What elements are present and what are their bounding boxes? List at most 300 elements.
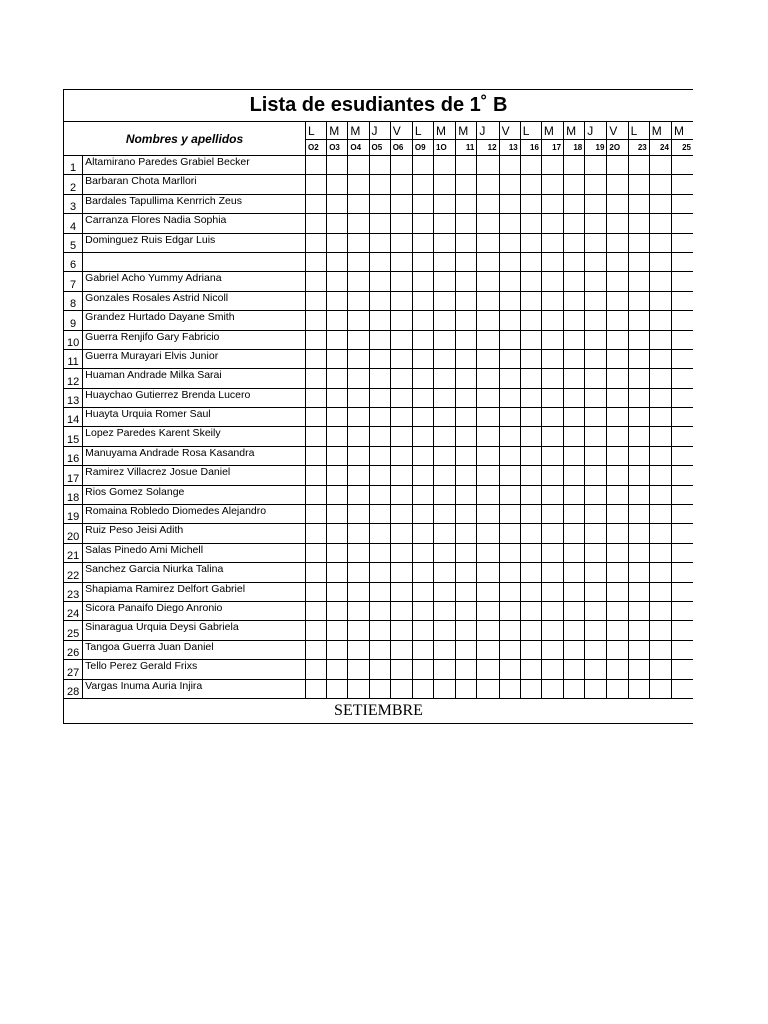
attendance-cell[interactable]: [412, 272, 433, 291]
attendance-cell[interactable]: [607, 194, 628, 213]
attendance-cell[interactable]: [390, 524, 412, 543]
attendance-cell[interactable]: [564, 369, 585, 388]
attendance-cell[interactable]: [434, 408, 456, 427]
attendance-cell[interactable]: [477, 679, 499, 698]
attendance-cell[interactable]: [564, 485, 585, 504]
attendance-cell[interactable]: [585, 388, 607, 407]
attendance-cell[interactable]: [327, 563, 348, 582]
attendance-cell[interactable]: [585, 369, 607, 388]
attendance-cell[interactable]: [671, 679, 693, 698]
attendance-cell[interactable]: [456, 543, 477, 562]
attendance-cell[interactable]: [541, 252, 563, 271]
attendance-cell[interactable]: [369, 369, 390, 388]
attendance-cell[interactable]: [671, 621, 693, 640]
attendance-cell[interactable]: [520, 640, 541, 659]
attendance-cell[interactable]: [306, 427, 327, 446]
attendance-cell[interactable]: [390, 427, 412, 446]
attendance-cell[interactable]: [412, 369, 433, 388]
attendance-cell[interactable]: [348, 175, 369, 194]
attendance-cell[interactable]: [456, 621, 477, 640]
attendance-cell[interactable]: [390, 466, 412, 485]
attendance-cell[interactable]: [306, 524, 327, 543]
attendance-cell[interactable]: [585, 427, 607, 446]
attendance-cell[interactable]: [348, 369, 369, 388]
attendance-cell[interactable]: [434, 291, 456, 310]
attendance-cell[interactable]: [456, 582, 477, 601]
attendance-cell[interactable]: [306, 272, 327, 291]
attendance-cell[interactable]: [607, 369, 628, 388]
attendance-cell[interactable]: [649, 427, 671, 446]
attendance-cell[interactable]: [649, 408, 671, 427]
attendance-cell[interactable]: [541, 640, 563, 659]
attendance-cell[interactable]: [477, 446, 499, 465]
attendance-cell[interactable]: [607, 330, 628, 349]
attendance-cell[interactable]: [649, 563, 671, 582]
attendance-cell[interactable]: [541, 349, 563, 368]
attendance-cell[interactable]: [412, 233, 433, 252]
attendance-cell[interactable]: [348, 640, 369, 659]
attendance-cell[interactable]: [671, 524, 693, 543]
attendance-cell[interactable]: [348, 408, 369, 427]
attendance-cell[interactable]: [520, 408, 541, 427]
attendance-cell[interactable]: [390, 175, 412, 194]
attendance-cell[interactable]: [520, 272, 541, 291]
attendance-cell[interactable]: [628, 601, 649, 620]
attendance-cell[interactable]: [306, 485, 327, 504]
attendance-cell[interactable]: [369, 252, 390, 271]
attendance-cell[interactable]: [477, 563, 499, 582]
attendance-cell[interactable]: [434, 214, 456, 233]
attendance-cell[interactable]: [564, 543, 585, 562]
attendance-cell[interactable]: [671, 194, 693, 213]
attendance-cell[interactable]: [585, 194, 607, 213]
attendance-cell[interactable]: [306, 194, 327, 213]
attendance-cell[interactable]: [434, 175, 456, 194]
attendance-cell[interactable]: [327, 194, 348, 213]
attendance-cell[interactable]: [564, 214, 585, 233]
attendance-cell[interactable]: [671, 660, 693, 679]
attendance-cell[interactable]: [306, 621, 327, 640]
attendance-cell[interactable]: [649, 640, 671, 659]
attendance-cell[interactable]: [369, 660, 390, 679]
attendance-cell[interactable]: [390, 156, 412, 175]
attendance-cell[interactable]: [477, 408, 499, 427]
attendance-cell[interactable]: [390, 601, 412, 620]
attendance-cell[interactable]: [585, 252, 607, 271]
attendance-cell[interactable]: [607, 466, 628, 485]
attendance-cell[interactable]: [541, 311, 563, 330]
attendance-cell[interactable]: [585, 272, 607, 291]
attendance-cell[interactable]: [499, 466, 520, 485]
attendance-cell[interactable]: [499, 505, 520, 524]
attendance-cell[interactable]: [306, 214, 327, 233]
attendance-cell[interactable]: [649, 175, 671, 194]
attendance-cell[interactable]: [306, 466, 327, 485]
attendance-cell[interactable]: [390, 660, 412, 679]
attendance-cell[interactable]: [456, 660, 477, 679]
attendance-cell[interactable]: [456, 214, 477, 233]
attendance-cell[interactable]: [499, 291, 520, 310]
attendance-cell[interactable]: [327, 505, 348, 524]
attendance-cell[interactable]: [412, 408, 433, 427]
attendance-cell[interactable]: [434, 679, 456, 698]
attendance-cell[interactable]: [564, 505, 585, 524]
attendance-cell[interactable]: [390, 369, 412, 388]
attendance-cell[interactable]: [585, 640, 607, 659]
attendance-cell[interactable]: [348, 485, 369, 504]
attendance-cell[interactable]: [541, 466, 563, 485]
attendance-cell[interactable]: [520, 388, 541, 407]
attendance-cell[interactable]: [327, 621, 348, 640]
attendance-cell[interactable]: [434, 330, 456, 349]
attendance-cell[interactable]: [585, 679, 607, 698]
attendance-cell[interactable]: [456, 446, 477, 465]
attendance-cell[interactable]: [585, 311, 607, 330]
attendance-cell[interactable]: [348, 330, 369, 349]
attendance-cell[interactable]: [390, 291, 412, 310]
attendance-cell[interactable]: [671, 427, 693, 446]
attendance-cell[interactable]: [607, 446, 628, 465]
attendance-cell[interactable]: [348, 233, 369, 252]
attendance-cell[interactable]: [327, 582, 348, 601]
attendance-cell[interactable]: [369, 408, 390, 427]
attendance-cell[interactable]: [477, 388, 499, 407]
attendance-cell[interactable]: [306, 563, 327, 582]
attendance-cell[interactable]: [564, 563, 585, 582]
attendance-cell[interactable]: [327, 233, 348, 252]
attendance-cell[interactable]: [607, 427, 628, 446]
attendance-cell[interactable]: [541, 408, 563, 427]
attendance-cell[interactable]: [607, 252, 628, 271]
attendance-cell[interactable]: [520, 660, 541, 679]
attendance-cell[interactable]: [434, 582, 456, 601]
attendance-cell[interactable]: [520, 485, 541, 504]
attendance-cell[interactable]: [671, 563, 693, 582]
attendance-cell[interactable]: [541, 524, 563, 543]
attendance-cell[interactable]: [456, 388, 477, 407]
attendance-cell[interactable]: [456, 330, 477, 349]
attendance-cell[interactable]: [649, 582, 671, 601]
attendance-cell[interactable]: [390, 233, 412, 252]
attendance-cell[interactable]: [628, 640, 649, 659]
attendance-cell[interactable]: [369, 214, 390, 233]
attendance-cell[interactable]: [607, 563, 628, 582]
attendance-cell[interactable]: [306, 330, 327, 349]
attendance-cell[interactable]: [456, 485, 477, 504]
attendance-cell[interactable]: [499, 214, 520, 233]
attendance-cell[interactable]: [499, 660, 520, 679]
attendance-cell[interactable]: [477, 582, 499, 601]
attendance-cell[interactable]: [499, 311, 520, 330]
attendance-cell[interactable]: [306, 175, 327, 194]
attendance-cell[interactable]: [499, 330, 520, 349]
attendance-cell[interactable]: [671, 214, 693, 233]
attendance-cell[interactable]: [499, 349, 520, 368]
attendance-cell[interactable]: [649, 194, 671, 213]
attendance-cell[interactable]: [649, 660, 671, 679]
attendance-cell[interactable]: [306, 369, 327, 388]
attendance-cell[interactable]: [412, 291, 433, 310]
attendance-cell[interactable]: [628, 679, 649, 698]
attendance-cell[interactable]: [306, 252, 327, 271]
attendance-cell[interactable]: [477, 640, 499, 659]
attendance-cell[interactable]: [671, 291, 693, 310]
attendance-cell[interactable]: [541, 156, 563, 175]
attendance-cell[interactable]: [499, 175, 520, 194]
attendance-cell[interactable]: [499, 252, 520, 271]
attendance-cell[interactable]: [499, 524, 520, 543]
attendance-cell[interactable]: [585, 233, 607, 252]
attendance-cell[interactable]: [477, 330, 499, 349]
attendance-cell[interactable]: [520, 446, 541, 465]
attendance-cell[interactable]: [671, 543, 693, 562]
attendance-cell[interactable]: [369, 601, 390, 620]
attendance-cell[interactable]: [628, 156, 649, 175]
attendance-cell[interactable]: [541, 427, 563, 446]
attendance-cell[interactable]: [628, 252, 649, 271]
attendance-cell[interactable]: [348, 311, 369, 330]
attendance-cell[interactable]: [390, 679, 412, 698]
attendance-cell[interactable]: [628, 485, 649, 504]
attendance-cell[interactable]: [649, 214, 671, 233]
attendance-cell[interactable]: [520, 679, 541, 698]
attendance-cell[interactable]: [628, 427, 649, 446]
attendance-cell[interactable]: [369, 175, 390, 194]
attendance-cell[interactable]: [327, 311, 348, 330]
attendance-cell[interactable]: [564, 194, 585, 213]
attendance-cell[interactable]: [327, 446, 348, 465]
attendance-cell[interactable]: [607, 233, 628, 252]
attendance-cell[interactable]: [564, 446, 585, 465]
attendance-cell[interactable]: [434, 349, 456, 368]
attendance-cell[interactable]: [306, 601, 327, 620]
attendance-cell[interactable]: [649, 349, 671, 368]
attendance-cell[interactable]: [607, 505, 628, 524]
attendance-cell[interactable]: [585, 291, 607, 310]
attendance-cell[interactable]: [327, 252, 348, 271]
attendance-cell[interactable]: [412, 330, 433, 349]
attendance-cell[interactable]: [541, 446, 563, 465]
attendance-cell[interactable]: [585, 524, 607, 543]
attendance-cell[interactable]: [477, 524, 499, 543]
attendance-cell[interactable]: [477, 660, 499, 679]
attendance-cell[interactable]: [499, 679, 520, 698]
attendance-cell[interactable]: [499, 485, 520, 504]
attendance-cell[interactable]: [456, 311, 477, 330]
attendance-cell[interactable]: [477, 156, 499, 175]
attendance-cell[interactable]: [348, 214, 369, 233]
attendance-cell[interactable]: [585, 621, 607, 640]
attendance-cell[interactable]: [369, 233, 390, 252]
attendance-cell[interactable]: [520, 194, 541, 213]
attendance-cell[interactable]: [671, 272, 693, 291]
attendance-cell[interactable]: [327, 524, 348, 543]
attendance-cell[interactable]: [434, 427, 456, 446]
attendance-cell[interactable]: [671, 252, 693, 271]
attendance-cell[interactable]: [649, 601, 671, 620]
attendance-cell[interactable]: [499, 640, 520, 659]
attendance-cell[interactable]: [607, 388, 628, 407]
attendance-cell[interactable]: [327, 330, 348, 349]
attendance-cell[interactable]: [412, 175, 433, 194]
attendance-cell[interactable]: [477, 272, 499, 291]
attendance-cell[interactable]: [412, 446, 433, 465]
attendance-cell[interactable]: [390, 311, 412, 330]
attendance-cell[interactable]: [412, 524, 433, 543]
attendance-cell[interactable]: [434, 505, 456, 524]
attendance-cell[interactable]: [520, 466, 541, 485]
attendance-cell[interactable]: [564, 388, 585, 407]
attendance-cell[interactable]: [628, 582, 649, 601]
attendance-cell[interactable]: [628, 563, 649, 582]
attendance-cell[interactable]: [564, 582, 585, 601]
attendance-cell[interactable]: [369, 330, 390, 349]
attendance-cell[interactable]: [390, 505, 412, 524]
attendance-cell[interactable]: [348, 388, 369, 407]
attendance-cell[interactable]: [412, 621, 433, 640]
attendance-cell[interactable]: [412, 563, 433, 582]
attendance-cell[interactable]: [649, 466, 671, 485]
attendance-cell[interactable]: [369, 621, 390, 640]
attendance-cell[interactable]: [369, 194, 390, 213]
attendance-cell[interactable]: [412, 311, 433, 330]
attendance-cell[interactable]: [541, 388, 563, 407]
attendance-cell[interactable]: [671, 601, 693, 620]
attendance-cell[interactable]: [477, 621, 499, 640]
attendance-cell[interactable]: [412, 505, 433, 524]
attendance-cell[interactable]: [327, 291, 348, 310]
attendance-cell[interactable]: [671, 349, 693, 368]
attendance-cell[interactable]: [628, 388, 649, 407]
attendance-cell[interactable]: [434, 446, 456, 465]
attendance-cell[interactable]: [607, 621, 628, 640]
attendance-cell[interactable]: [607, 156, 628, 175]
attendance-cell[interactable]: [671, 330, 693, 349]
attendance-cell[interactable]: [520, 505, 541, 524]
attendance-cell[interactable]: [477, 252, 499, 271]
attendance-cell[interactable]: [671, 505, 693, 524]
attendance-cell[interactable]: [541, 563, 563, 582]
attendance-cell[interactable]: [327, 601, 348, 620]
attendance-cell[interactable]: [369, 156, 390, 175]
attendance-cell[interactable]: [671, 175, 693, 194]
attendance-cell[interactable]: [671, 446, 693, 465]
attendance-cell[interactable]: [541, 175, 563, 194]
attendance-cell[interactable]: [585, 543, 607, 562]
attendance-cell[interactable]: [649, 543, 671, 562]
attendance-cell[interactable]: [477, 601, 499, 620]
attendance-cell[interactable]: [564, 349, 585, 368]
attendance-cell[interactable]: [564, 156, 585, 175]
attendance-cell[interactable]: [456, 194, 477, 213]
attendance-cell[interactable]: [306, 660, 327, 679]
attendance-cell[interactable]: [390, 194, 412, 213]
attendance-cell[interactable]: [390, 252, 412, 271]
attendance-cell[interactable]: [434, 660, 456, 679]
attendance-cell[interactable]: [327, 466, 348, 485]
attendance-cell[interactable]: [628, 291, 649, 310]
attendance-cell[interactable]: [390, 640, 412, 659]
attendance-cell[interactable]: [564, 291, 585, 310]
attendance-cell[interactable]: [541, 660, 563, 679]
attendance-cell[interactable]: [520, 563, 541, 582]
attendance-cell[interactable]: [369, 446, 390, 465]
attendance-cell[interactable]: [306, 408, 327, 427]
attendance-cell[interactable]: [456, 156, 477, 175]
attendance-cell[interactable]: [306, 505, 327, 524]
attendance-cell[interactable]: [477, 369, 499, 388]
attendance-cell[interactable]: [369, 543, 390, 562]
attendance-cell[interactable]: [434, 485, 456, 504]
attendance-cell[interactable]: [369, 679, 390, 698]
attendance-cell[interactable]: [649, 233, 671, 252]
attendance-cell[interactable]: [628, 466, 649, 485]
attendance-cell[interactable]: [327, 388, 348, 407]
attendance-cell[interactable]: [306, 543, 327, 562]
attendance-cell[interactable]: [520, 349, 541, 368]
attendance-cell[interactable]: [520, 311, 541, 330]
attendance-cell[interactable]: [477, 175, 499, 194]
attendance-cell[interactable]: [499, 408, 520, 427]
attendance-cell[interactable]: [456, 679, 477, 698]
attendance-cell[interactable]: [499, 388, 520, 407]
attendance-cell[interactable]: [477, 349, 499, 368]
attendance-cell[interactable]: [348, 194, 369, 213]
attendance-cell[interactable]: [628, 369, 649, 388]
attendance-cell[interactable]: [434, 369, 456, 388]
attendance-cell[interactable]: [412, 640, 433, 659]
attendance-cell[interactable]: [456, 466, 477, 485]
attendance-cell[interactable]: [477, 485, 499, 504]
attendance-cell[interactable]: [585, 156, 607, 175]
attendance-cell[interactable]: [348, 427, 369, 446]
attendance-cell[interactable]: [607, 582, 628, 601]
attendance-cell[interactable]: [607, 640, 628, 659]
attendance-cell[interactable]: [412, 214, 433, 233]
attendance-cell[interactable]: [390, 543, 412, 562]
attendance-cell[interactable]: [306, 679, 327, 698]
attendance-cell[interactable]: [628, 311, 649, 330]
attendance-cell[interactable]: [520, 601, 541, 620]
attendance-cell[interactable]: [412, 679, 433, 698]
attendance-cell[interactable]: [477, 466, 499, 485]
attendance-cell[interactable]: [520, 233, 541, 252]
attendance-cell[interactable]: [649, 272, 671, 291]
attendance-cell[interactable]: [477, 214, 499, 233]
attendance-cell[interactable]: [607, 660, 628, 679]
attendance-cell[interactable]: [306, 233, 327, 252]
attendance-cell[interactable]: [477, 543, 499, 562]
attendance-cell[interactable]: [412, 485, 433, 504]
attendance-cell[interactable]: [306, 446, 327, 465]
attendance-cell[interactable]: [306, 156, 327, 175]
attendance-cell[interactable]: [564, 233, 585, 252]
attendance-cell[interactable]: [412, 349, 433, 368]
attendance-cell[interactable]: [306, 349, 327, 368]
attendance-cell[interactable]: [520, 252, 541, 271]
attendance-cell[interactable]: [456, 524, 477, 543]
attendance-cell[interactable]: [477, 233, 499, 252]
attendance-cell[interactable]: [369, 388, 390, 407]
attendance-cell[interactable]: [585, 660, 607, 679]
attendance-cell[interactable]: [348, 466, 369, 485]
attendance-cell[interactable]: [390, 330, 412, 349]
attendance-cell[interactable]: [327, 660, 348, 679]
attendance-cell[interactable]: [390, 446, 412, 465]
attendance-cell[interactable]: [369, 524, 390, 543]
attendance-cell[interactable]: [369, 311, 390, 330]
attendance-cell[interactable]: [390, 485, 412, 504]
